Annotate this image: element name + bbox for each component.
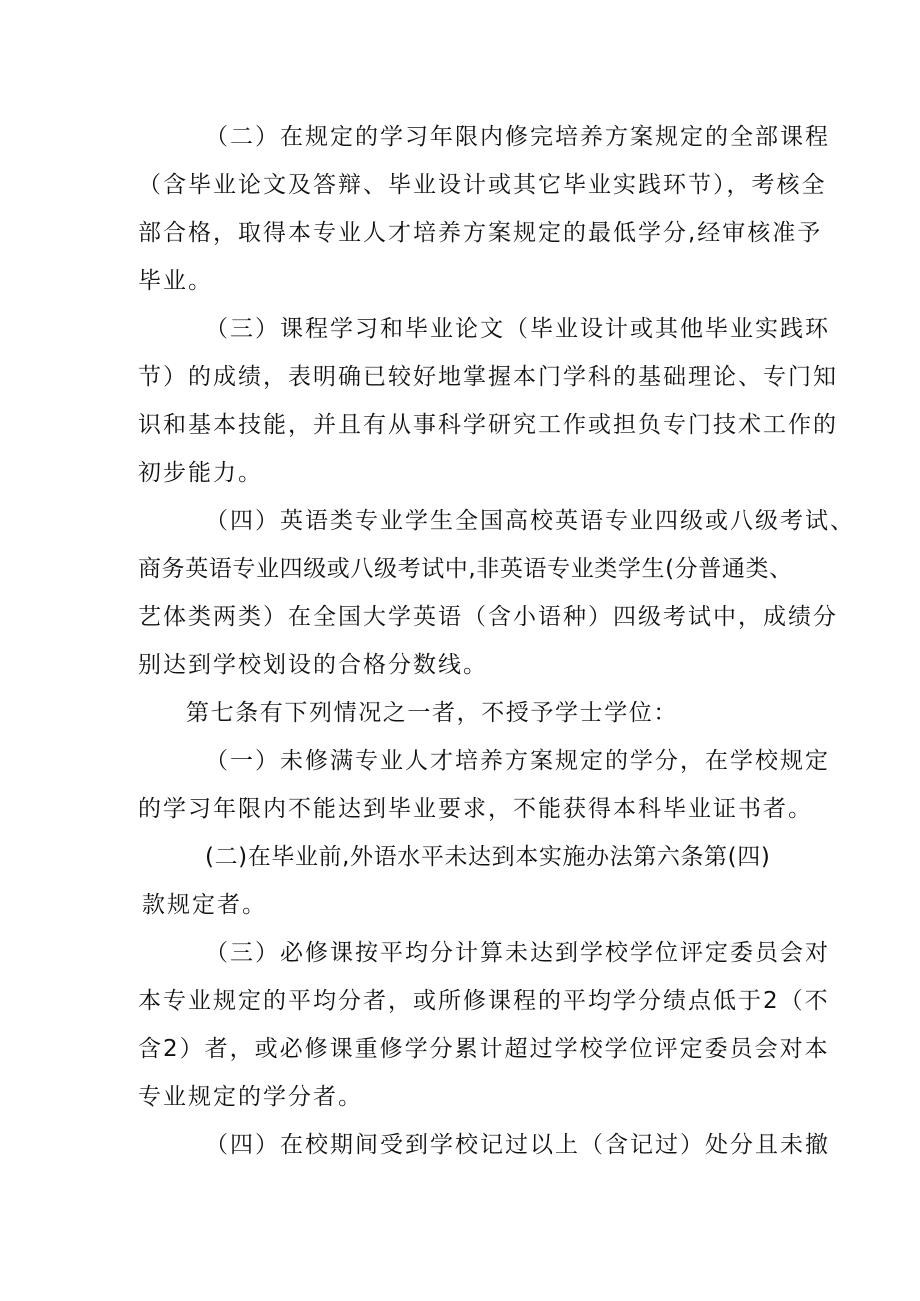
text-line: （三）课程学习和毕业论文（毕业设计或其他毕业实践环 <box>205 316 830 342</box>
text-line: 初步能力。 <box>138 460 263 486</box>
text-line: （三）必修课按平均分计算未达到学校学位评定委员会对 <box>205 940 830 966</box>
text-line: 含2）者，或必修课重修学分累计超过学校学位评定委员会对本 <box>138 1036 830 1062</box>
text-line: （二）在规定的学习年限内修完培养方案规定的全部课程 <box>205 124 830 150</box>
text-line: 款规定者。 <box>142 892 267 918</box>
text-line: （四）英语类专业学生全国高校英语专业四级或八级考试、 <box>205 508 855 534</box>
text-line: （四）在校期间受到学校记过以上（含记过）处分且未撤 <box>205 1132 830 1158</box>
text-line: 艺体类两类）在全国大学英语（含小语种）四级考试中，成绩分 <box>138 604 838 630</box>
text-line: (二)在毕业前,外语水平未达到本实施办法第六条第(四) <box>205 844 771 870</box>
text-line: 本专业规定的平均分者，或所修课程的平均学分绩点低于2（不 <box>138 988 830 1014</box>
text-line: （含毕业论文及答辩、毕业设计或其它毕业实践环节），考核全 <box>138 172 827 198</box>
text-line: 商务英语专业四级或八级考试中,非英语专业类学生(分普通类、 <box>138 556 793 582</box>
text-line: 节）的成绩，表明确已较好地掌握本门学科的基础理论、专门知 <box>138 364 838 390</box>
text-line: 识和基本技能，并且有从事科学研究工作或担负专门技术工作的 <box>138 412 838 438</box>
text-line: 的学习年限内不能达到毕业要求，不能获得本科毕业证书者。 <box>138 796 813 822</box>
text-line: 别达到学校划设的合格分数线。 <box>138 652 488 678</box>
text-line: 毕业。 <box>138 268 213 294</box>
text-line: 专业规定的学分者。 <box>138 1084 363 1110</box>
text-line: 部合格，取得本专业人才培养方案规定的最低学分,经审核准予 <box>138 220 823 246</box>
article-heading: 第七条有下列情况之一者，不授予学士学位： <box>186 700 678 726</box>
text-line: （一）未修满专业人才培养方案规定的学分，在学校规定 <box>205 748 830 774</box>
